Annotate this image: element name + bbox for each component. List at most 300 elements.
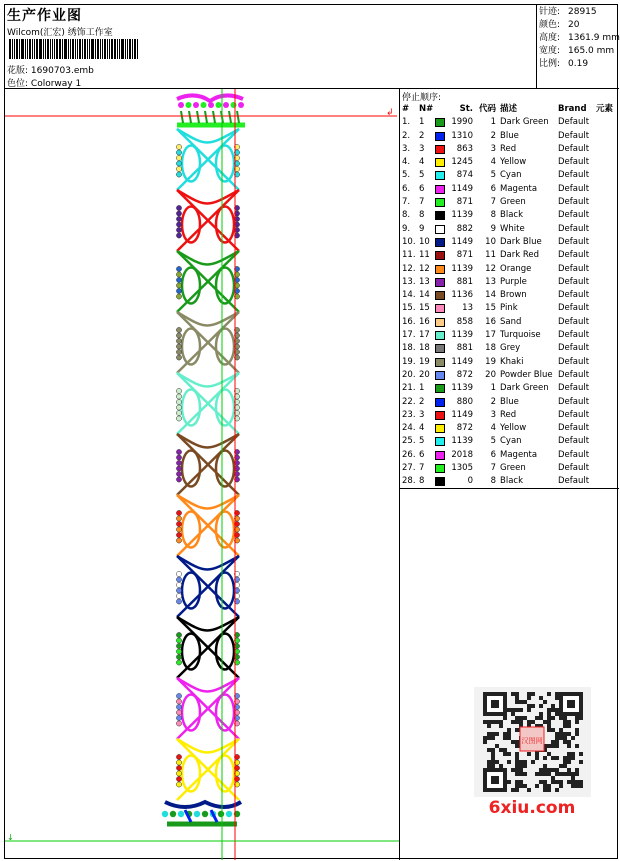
stitch-count: 1149 — [451, 236, 473, 247]
needle-number: 11 — [419, 250, 430, 261]
stitch-count: 1136 — [451, 290, 473, 301]
qr-module — [571, 736, 575, 740]
qr-module — [563, 720, 567, 724]
color-description: Yellow — [500, 157, 527, 168]
needle-number: 17 — [419, 330, 430, 341]
row-number: 7. — [402, 197, 411, 208]
row-number: 28. — [402, 476, 416, 487]
loop-bead — [176, 466, 181, 471]
loop-bead — [176, 211, 181, 216]
qr-module — [487, 760, 491, 764]
color-description: Cyan — [500, 436, 522, 447]
color-code: 12 — [485, 263, 496, 274]
color-code: 15 — [485, 303, 496, 314]
color-description: Pink — [500, 303, 518, 314]
qr-module — [547, 752, 551, 756]
loop-bead — [176, 233, 181, 238]
stat-height: 高度: 1361.9 mm — [539, 33, 620, 43]
loop-bead — [176, 399, 181, 404]
stitch-count: 871 — [456, 250, 473, 261]
color-code: 3 — [490, 409, 496, 420]
needle-number: 6 — [419, 449, 425, 460]
stat-stitches: 针迹: 28915 — [539, 7, 597, 17]
qr-module — [563, 756, 567, 760]
qr-module — [555, 712, 559, 716]
stitch-count: 2018 — [451, 449, 473, 460]
loop-bead — [176, 327, 181, 332]
thread-brand: Default — [558, 130, 590, 141]
qr-module — [523, 784, 527, 788]
top-bead — [193, 102, 199, 108]
color-code: 9 — [490, 223, 496, 234]
top-bead — [216, 102, 222, 108]
top-bead — [238, 102, 244, 108]
loop-bead — [176, 172, 181, 177]
barcode — [9, 39, 143, 59]
qr-module — [487, 724, 491, 728]
col-stitches: St. — [459, 104, 473, 114]
row-number: 5. — [402, 170, 411, 181]
color-description: Brown — [500, 290, 527, 301]
qr-module — [543, 720, 547, 724]
loop-bead — [176, 349, 181, 354]
qr-module — [515, 760, 519, 764]
qr-module — [515, 716, 519, 720]
qr-module — [547, 716, 551, 720]
needle-number: 3 — [419, 143, 425, 154]
loop-bead — [176, 704, 181, 709]
qr-module — [543, 756, 547, 760]
top-bead — [208, 102, 214, 108]
color-swatch — [435, 477, 445, 486]
bottom-bead — [162, 811, 168, 817]
qr-module — [487, 748, 491, 752]
qr-module — [559, 780, 563, 784]
color-description: Black — [500, 476, 523, 487]
loop-bead — [176, 205, 181, 210]
qr-module — [555, 740, 559, 744]
qr-module — [487, 736, 491, 740]
qr-module — [547, 788, 551, 792]
color-code: 18 — [485, 343, 496, 354]
qr-module — [579, 760, 583, 764]
qr-module — [515, 756, 519, 760]
corner-mark-top: ↲ — [386, 108, 394, 118]
table-row — [402, 462, 617, 475]
color-swatch — [435, 158, 445, 167]
loop-bead — [176, 277, 181, 282]
design-stats — [537, 5, 619, 89]
needle-number: 3 — [419, 409, 425, 420]
stitch-count: 872 — [456, 423, 473, 434]
color-description: Sand — [500, 316, 522, 327]
loop-bead — [176, 715, 181, 720]
table-row — [402, 263, 617, 276]
colorway-line — [7, 76, 81, 89]
loop-bead — [176, 771, 181, 776]
table-row — [402, 183, 617, 196]
needle-number: 5 — [419, 436, 425, 447]
thread-brand: Default — [558, 250, 590, 261]
thread-brand: Default — [558, 143, 590, 154]
stitch-count: 1139 — [451, 383, 473, 394]
cross-strand — [177, 251, 239, 265]
color-code: 6 — [490, 449, 496, 460]
thread-brand: Default — [558, 197, 590, 208]
qr-module — [495, 760, 499, 764]
qr-module — [559, 784, 563, 788]
qr-module — [539, 716, 543, 720]
col-no: # — [402, 104, 410, 114]
row-number: 9. — [402, 223, 411, 234]
table-row — [402, 196, 617, 209]
qr-module — [507, 708, 511, 712]
color-description: Red — [500, 143, 517, 154]
row-number: 22. — [402, 396, 416, 407]
color-swatch — [435, 251, 445, 260]
loop-bead — [176, 460, 181, 465]
qr-module — [511, 692, 515, 696]
qr-module — [515, 764, 519, 768]
stat-scale: 比例: 0.19 — [539, 59, 589, 69]
qr-module — [551, 704, 555, 708]
color-swatch — [435, 211, 445, 220]
qr-module — [547, 724, 551, 728]
color-swatch — [435, 278, 445, 287]
qr-module — [535, 772, 539, 776]
qr-module — [519, 764, 523, 768]
loop-bead — [176, 632, 181, 637]
color-code: 13 — [485, 276, 496, 287]
needle-number: 1 — [419, 383, 425, 394]
qr-module — [523, 716, 527, 720]
color-swatch — [435, 398, 445, 407]
loop-bead — [176, 144, 181, 149]
top-scallop — [177, 95, 243, 101]
color-description: Purple — [500, 276, 527, 287]
color-swatch — [435, 371, 445, 380]
color-code: 10 — [485, 236, 496, 247]
color-code: 19 — [485, 356, 496, 367]
row-number: 14. — [402, 290, 416, 301]
stitch-count: 881 — [456, 343, 473, 354]
color-code: 2 — [490, 396, 496, 407]
loop-bead — [176, 471, 181, 476]
color-code: 7 — [490, 197, 496, 208]
loop-bead — [176, 776, 181, 781]
qr-module — [527, 696, 531, 700]
thread-brand: Default — [558, 463, 590, 474]
row-number: 10. — [402, 236, 416, 247]
stitch-count: 0 — [467, 476, 473, 487]
table-row — [402, 169, 617, 182]
qr-module — [535, 716, 539, 720]
table-row — [402, 236, 617, 249]
qr-module — [503, 752, 507, 756]
color-swatch — [435, 265, 445, 274]
color-description: White — [500, 223, 525, 234]
qr-module — [551, 776, 555, 780]
qr-module — [579, 784, 583, 788]
colorway-label: 色位: — [7, 79, 29, 89]
needle-number: 2 — [419, 130, 425, 141]
table-row — [402, 289, 617, 302]
color-description: Blue — [500, 396, 519, 407]
top-leaf — [205, 111, 207, 123]
stitch-count: 1245 — [451, 157, 473, 168]
qr-module — [567, 732, 571, 736]
table-row — [402, 382, 617, 395]
cross-strand — [177, 434, 239, 448]
color-code: 5 — [490, 436, 496, 447]
qr-module — [567, 720, 571, 724]
loop-bead — [176, 405, 181, 410]
qr-module — [491, 732, 495, 736]
qr-module — [571, 776, 575, 780]
qr-module — [487, 720, 491, 724]
loop-bead — [176, 571, 181, 576]
color-code: 5 — [490, 170, 496, 181]
top-bead — [223, 102, 229, 108]
row-number: 21. — [402, 383, 416, 394]
company-name: Wilcom(汇宏) 绣饰工作室 — [7, 28, 113, 38]
color-swatch — [435, 171, 445, 180]
color-swatch — [435, 198, 445, 207]
cross-strand — [177, 678, 239, 692]
row-number: 23. — [402, 409, 416, 420]
qr-module — [535, 752, 539, 756]
watermark — [474, 687, 591, 819]
qr-module — [507, 728, 511, 732]
qr-module — [491, 736, 495, 740]
qr-module — [567, 724, 571, 728]
qr-module — [515, 720, 519, 724]
stitch-count: 1310 — [451, 130, 473, 141]
row-number: 26. — [402, 449, 416, 460]
cross-strand — [177, 617, 239, 631]
qr-module — [575, 780, 579, 784]
needle-number: 8 — [419, 476, 425, 487]
top-bead — [231, 102, 237, 108]
qr-module — [571, 780, 575, 784]
row-number: 20. — [402, 369, 416, 380]
color-description: Powder Blue — [500, 369, 553, 380]
qr-module — [539, 780, 543, 784]
design-file-value: 1690703.emb — [30, 66, 94, 76]
qr-module — [547, 692, 551, 696]
qr-module — [547, 720, 551, 724]
qr-module — [571, 752, 575, 756]
qr-module — [527, 708, 531, 712]
row-number: 6. — [402, 183, 411, 194]
stitch-count: 863 — [456, 143, 473, 154]
row-number: 2. — [402, 130, 411, 141]
loop-bead — [176, 477, 181, 482]
qr-module — [559, 732, 563, 736]
color-description: Dark Red — [500, 250, 540, 261]
bottom-bead — [218, 811, 224, 817]
top-leaf — [213, 111, 215, 123]
table-row — [402, 130, 617, 143]
table-row — [402, 143, 617, 156]
qr-module — [551, 716, 555, 720]
table-row — [402, 409, 617, 422]
thread-brand: Default — [558, 330, 590, 341]
loop-bead — [176, 649, 181, 654]
color-swatch — [435, 344, 445, 353]
row-number: 4. — [402, 157, 411, 168]
table-row — [402, 449, 617, 462]
loop-bead — [176, 782, 181, 787]
top-bead — [201, 102, 207, 108]
table-row — [402, 435, 617, 448]
stitch-count: 880 — [456, 396, 473, 407]
cross-strand — [177, 556, 239, 570]
qr-module — [499, 748, 503, 752]
qr-module — [531, 760, 535, 764]
qr-module — [515, 784, 519, 788]
qr-module — [563, 764, 567, 768]
qr-module — [511, 768, 515, 772]
stitch-count: 13 — [462, 303, 473, 314]
color-description: Green — [500, 463, 526, 474]
qr-module — [515, 768, 519, 772]
color-swatch — [435, 118, 445, 127]
production-sheet — [4, 4, 618, 859]
color-code: 4 — [490, 423, 496, 434]
thread-brand: Default — [558, 157, 590, 168]
color-code: 3 — [490, 143, 496, 154]
color-swatch — [435, 384, 445, 393]
color-swatch — [435, 132, 445, 141]
loop-bead — [176, 765, 181, 770]
qr-module — [563, 736, 567, 740]
qr-module — [543, 772, 547, 776]
qr-module — [551, 740, 555, 744]
color-code: 1 — [490, 117, 496, 128]
bottom-bead — [226, 811, 232, 817]
qr-module — [547, 712, 551, 716]
color-description: Dark Green — [500, 117, 549, 128]
loop-bead — [176, 710, 181, 715]
needle-number: 16 — [419, 316, 430, 327]
qr-module — [551, 756, 555, 760]
qr-module — [551, 744, 555, 748]
table-row — [402, 116, 617, 129]
qr-module — [523, 772, 527, 776]
loop-bead — [176, 532, 181, 537]
stitch-count: 858 — [456, 316, 473, 327]
loop-bead — [176, 338, 181, 343]
loop-bead — [176, 216, 181, 221]
qr-module — [527, 692, 531, 696]
qr-module — [507, 760, 511, 764]
loop-bead — [176, 510, 181, 515]
loop-bead — [176, 333, 181, 338]
qr-module — [531, 692, 535, 696]
thread-brand: Default — [558, 290, 590, 301]
row-number: 24. — [402, 423, 416, 434]
color-description: Cyan — [500, 170, 522, 181]
qr-module — [567, 744, 571, 748]
qr-module — [555, 780, 559, 784]
table-row — [402, 329, 617, 342]
qr-module — [483, 736, 487, 740]
loop-bead — [176, 150, 181, 155]
qr-module — [563, 740, 567, 744]
stitch-count: 1149 — [451, 356, 473, 367]
qr-module — [559, 716, 563, 720]
loop-bead — [176, 693, 181, 698]
qr-module — [483, 740, 487, 744]
qr-module — [547, 772, 551, 776]
loop-bead — [176, 455, 181, 460]
qr-module — [567, 768, 571, 772]
cross-strand — [177, 129, 239, 143]
qr-module — [559, 764, 563, 768]
top-leaf — [197, 111, 199, 123]
loop-bead — [176, 754, 181, 759]
qr-module — [563, 732, 567, 736]
qr-module — [515, 700, 519, 704]
qr-module — [563, 760, 567, 764]
needle-number: 13 — [419, 276, 430, 287]
qr-module — [531, 720, 535, 724]
design-file-label: 花版: — [7, 66, 29, 76]
loop-bead — [176, 355, 181, 360]
colorway-value: Colorway 1 — [30, 79, 82, 89]
cross-strand — [177, 739, 239, 753]
qr-module — [515, 692, 519, 696]
top-leaf — [189, 111, 191, 123]
qr-module — [511, 740, 515, 744]
color-swatch — [435, 225, 445, 234]
qr-module — [539, 712, 543, 716]
qr-module — [515, 752, 519, 756]
qr-module — [559, 772, 563, 776]
color-swatch — [435, 451, 445, 460]
table-row — [402, 475, 617, 488]
loop-bead — [176, 344, 181, 349]
qr-finder — [491, 776, 499, 784]
bottom-scallop — [165, 802, 241, 807]
qr-module — [511, 788, 515, 792]
color-swatch — [435, 238, 445, 247]
thread-brand: Default — [558, 396, 590, 407]
table-row — [402, 342, 617, 355]
qr-module — [543, 784, 547, 788]
row-number: 15. — [402, 303, 416, 314]
loop-bead — [176, 516, 181, 521]
qr-module — [579, 716, 583, 720]
table-row — [402, 302, 617, 315]
qr-module — [551, 768, 555, 772]
needle-number: 12 — [419, 263, 430, 274]
table-row — [402, 356, 617, 369]
qr-module — [535, 756, 539, 760]
loop-bead — [176, 638, 181, 643]
qr-module — [579, 780, 583, 784]
qr-module — [567, 756, 571, 760]
qr-module — [491, 752, 495, 756]
qr-module — [579, 752, 583, 756]
bottom-bead — [178, 811, 184, 817]
qr-module — [539, 768, 543, 772]
bottom-bead — [202, 811, 208, 817]
qr-module — [551, 728, 555, 732]
row-number: 19. — [402, 356, 416, 367]
qr-seal-text: 汉图网 — [521, 737, 543, 745]
